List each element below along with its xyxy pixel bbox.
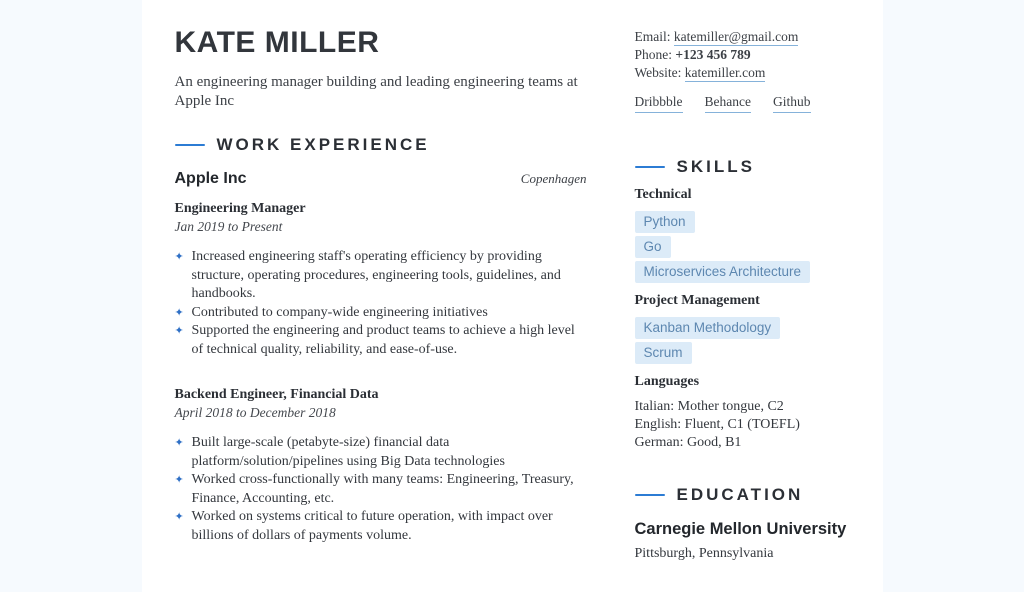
company-row — [175, 170, 587, 188]
phone-value: +123 456 789 — [675, 47, 751, 62]
skill-tag: Scrum — [635, 342, 692, 364]
bullet-text: Built large-scale (petabyte-size) financial data platform/solution/pipelines using Big Data technologies — [191, 435, 505, 469]
skills-section — [635, 157, 857, 452]
email-label: Email: — [634, 29, 674, 44]
website-link[interactable]: katemiller.com — [684, 65, 766, 80]
diamond-bullet-icon: ✦ — [174, 324, 184, 337]
bullet-text: Worked cross-functionally with many teams: Engineering, Treasury, Finance, Accounting, etc. — [191, 472, 574, 506]
phone-label: Phone: — [634, 47, 676, 62]
section-dash-icon — [635, 494, 665, 496]
bullet-item — [175, 471, 587, 508]
school-location: Pittsburgh, Pennsylvania — [634, 545, 774, 561]
role-title: Backend Engineer, Financial Data — [174, 387, 379, 402]
languages-label: Languages — [634, 373, 700, 389]
role-bullet-list — [175, 434, 587, 545]
candidate-tagline: An engineering manager building and leading engineering teams at Apple Inc — [174, 74, 578, 109]
diamond-bullet-icon: ✦ — [174, 436, 184, 449]
diamond-bullet-icon: ✦ — [174, 510, 184, 523]
education-heading — [635, 485, 857, 505]
bullet-item — [175, 248, 587, 304]
contact-website-row — [635, 64, 857, 82]
dribbble-link[interactable]: Dribbble — [635, 93, 683, 113]
contact-email-row — [635, 28, 857, 46]
school-name: Carnegie Mellon University — [634, 519, 847, 538]
company-location: Copenhagen — [520, 171, 587, 186]
bullet-text: Contributed to company-wide engineering initiatives — [191, 304, 488, 320]
language-item: Italian: Mother tongue, C2 — [634, 398, 784, 414]
skill-group-label: Technical — [634, 186, 692, 202]
diamond-bullet-icon: ✦ — [174, 250, 184, 263]
company-name: Apple Inc — [174, 170, 247, 187]
role-dates: April 2018 to December 2018 — [174, 405, 336, 420]
language-item: English: Fluent, C1 (TOEFL) — [634, 416, 800, 432]
skill-tag: Python — [635, 211, 695, 233]
role-bullet-list — [175, 248, 587, 359]
social-links-row — [635, 93, 857, 113]
skills-title: SKILLS — [676, 156, 755, 176]
bullet-text: Increased engineering staff's operating efficiency by providing structure, operating procedures, engineering tools, guidelines, and handbooks. — [191, 249, 561, 301]
left-column — [175, 24, 587, 562]
bullet-text: Supported the engineering and product teams to achieve a high level of technical quality, reliability, and ease-of-use. — [191, 323, 575, 357]
work-experience-section — [175, 135, 587, 545]
skill-group-label: Project Management — [634, 292, 760, 308]
skill-tag: Kanban Methodology — [635, 317, 781, 339]
work-experience-title: WORK EXPERIENCE — [216, 135, 430, 154]
resume-page — [142, 0, 883, 592]
education-section — [635, 485, 857, 562]
diamond-bullet-icon: ✦ — [174, 473, 184, 486]
bullet-item — [175, 322, 587, 359]
bullet-text: Worked on systems critical to future operation, with impact over billions of dollars of payments volume. — [191, 509, 553, 543]
role-entry — [175, 201, 587, 359]
role-entry — [175, 387, 587, 545]
education-title: EDUCATION — [676, 484, 804, 504]
website-label: Website: — [634, 65, 685, 80]
role-title: Engineering Manager — [174, 201, 306, 216]
language-item: German: Good, B1 — [634, 434, 742, 450]
section-dash-icon — [635, 166, 665, 168]
section-dash-icon — [175, 144, 205, 146]
contact-block — [635, 24, 857, 113]
work-experience-heading — [175, 135, 587, 155]
contact-phone-row — [635, 46, 857, 64]
candidate-name: KATE MILLER — [174, 26, 380, 59]
behance-link[interactable]: Behance — [705, 93, 751, 113]
email-link[interactable]: katemiller@gmail.com — [673, 29, 799, 44]
right-column — [635, 24, 857, 562]
bullet-item — [175, 508, 587, 545]
diamond-bullet-icon: ✦ — [174, 305, 184, 319]
bullet-item — [175, 304, 587, 323]
bullet-item — [175, 434, 587, 471]
skill-tag: Go — [635, 236, 671, 258]
skills-heading — [635, 157, 857, 177]
github-link[interactable]: Github — [773, 93, 811, 113]
role-dates: Jan 2019 to Present — [174, 219, 283, 234]
skill-tag: Microservices Architecture — [635, 261, 811, 283]
